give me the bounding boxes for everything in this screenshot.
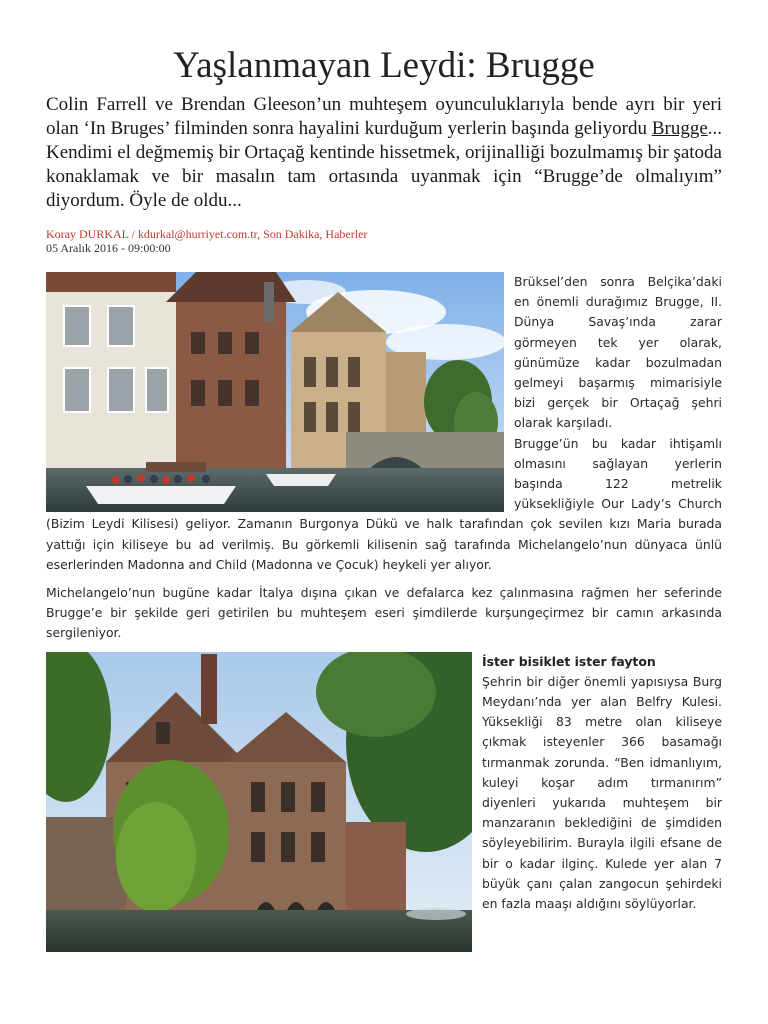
publish-date: 05 Aralık 2016 - 09:00:00 [46, 241, 171, 255]
paragraph-block-2 [46, 652, 722, 915]
brugge-link[interactable]: Brugge [651, 118, 708, 139]
author-email[interactable]: kdurkal@hurriyet.com.tr [137, 227, 258, 241]
paragraph-block-1 [46, 272, 722, 575]
lead-text-start: Colin Farrell ve Brendan Gleeson’un muhteşem oyunculuklarıyla bende ayrı bir yeri olan ‘In Bruges’ filminden sonra hayalini kurduğum yerlerin başında geliyordu [46, 94, 722, 139]
section-subheading: İster bisiklet ister fayton [482, 653, 656, 669]
article-title: Yaşlanmayan Leydi: Brugge [173, 45, 595, 86]
article-lead [46, 93, 722, 213]
paragraph-2: Brugge’ün bu kadar ihtişamlı olmasını sağlayan yerlerin başında 122 metrelik yüksekliğiyle Our Lady’s Church (Bizim Leydi Kilisesi) geliyor. Zamanın Burgonya Dükü ve halk tarafından çok sevilen kızı Maria burada yattığı için kiliseye bu ad verilmiş. Bu görkemli kilisenin sağ tarafında Michelangelo’nun dünyaca ünlü eserlerinden Madonna and Child (Madonna ve Çocuk) heykeli yer alıyor. [46, 435, 722, 572]
author-name[interactable]: Koray DURKAL [46, 227, 129, 241]
article-body [46, 272, 722, 954]
canal-willow-photo [46, 652, 472, 952]
paragraph-4: Şehrin bir diğer önemli yapısıysa Burg Meydanı’nda yer alan Belfry Kulesi. Yüksekliği 83 metre olan kiliseye çıkmak isteyenler 366 basamağı tırmanmak zorunda. “Ben idmanlıyım, kuleyi koşar adım tırmanırım” diyenleri yukarıda muhteşem bir manzaranın beklediğini de şimdiden söyleyebilirim. Burayla ilgili efsane de bir o kadar ilginç. Kulede yer alan 7 büyük çanı çalan zangocun şehirdeki en fazla maaşı aldığını söylüyorlar. [482, 673, 722, 912]
paragraph-1: Brüksel’den sonra Belçika’daki en önemli durağımız Brugge, II. Dünya Savaş’ında zarar görmeyen tek yer olarak, günümüze kadar bozulmadan gelmeyi başarmış mimarisiyle bizi gerçek bir Ortaçağ şehri olarak karşıladı. [514, 274, 722, 431]
byline-categories[interactable]: Son Dakika, Haberler [263, 227, 368, 241]
byline-separator: / [128, 227, 138, 241]
canal-boat-photo [46, 272, 504, 512]
byline [46, 227, 367, 241]
paragraph-3: Michelangelo’nun bugüne kadar İtalya dışına çıkan ve defalarca kez çalınmasına rağmen her seferinde Brugge’e bir şekilde geri getirilen bu muhteşem eseri şimdilerde kurşungeçirmez bir camın arkasında sergileniyor. [46, 585, 722, 641]
byline-comma: , [257, 227, 264, 241]
lead-text-end: ... Kendimi el değmemiş bir Ortaçağ kentinde hissetmek, orijinalliği bozulmamış bir şatoda konaklamak ve bir masalın tam ortasında uyanmak için “Brugge’de olmalıyım” diyordum. Öyle de oldu... [46, 118, 722, 211]
